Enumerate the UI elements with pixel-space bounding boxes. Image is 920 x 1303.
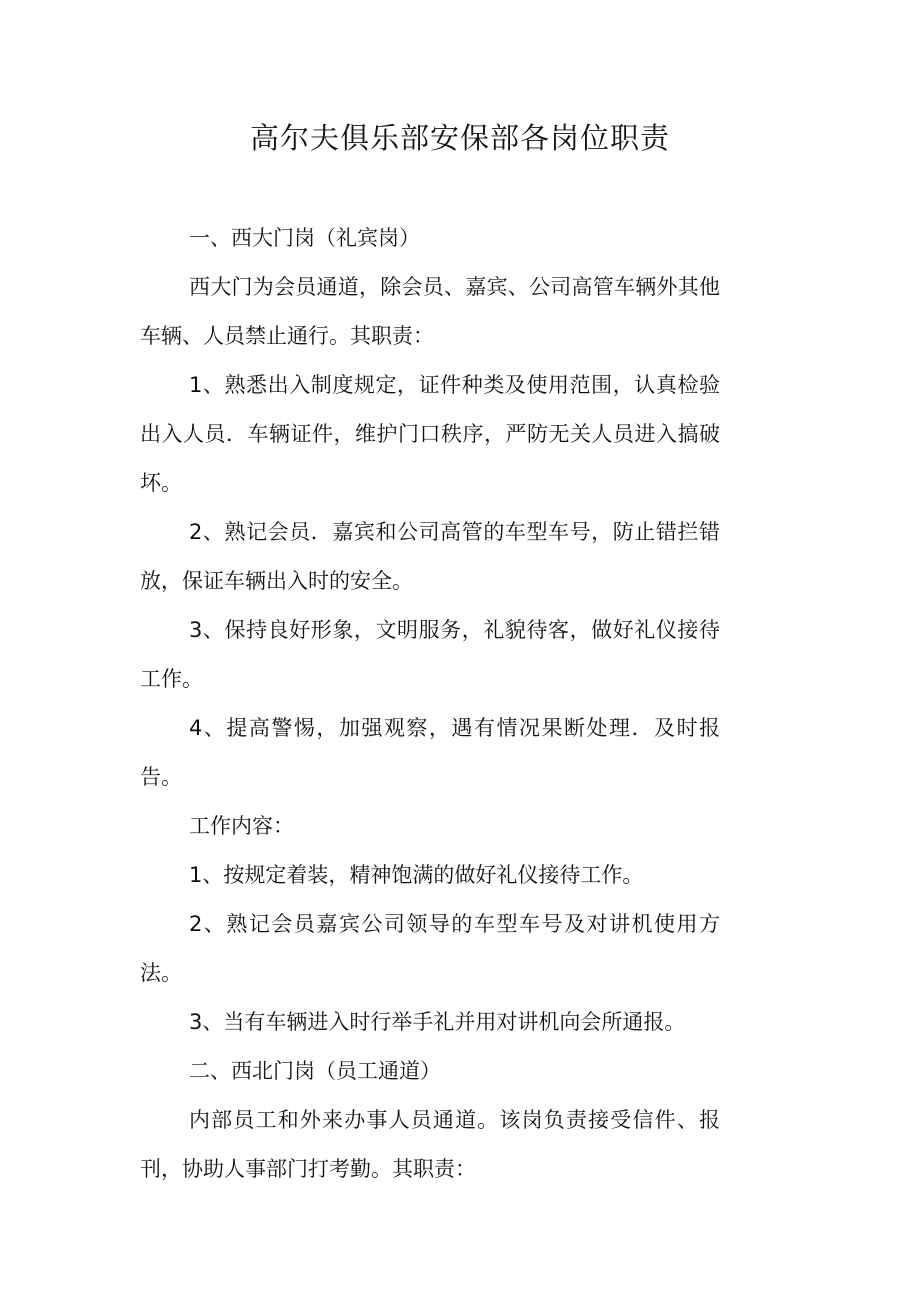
- duty-item-4: 4、提高警惕，加强观察，遇有情况果断处理．及时报告。: [140, 716, 720, 789]
- duty-item-2: 2、熟记会员．嘉宾和公司高管的车型车号，防止错拦错放，保证车辆出入时的安全。: [140, 520, 720, 593]
- work-content-heading: 工作内容：: [189, 814, 294, 838]
- work-item-1: 1、按规定着装，精神饱满的做好礼仪接待工作。: [189, 863, 644, 887]
- duty-item-1: 1、熟悉出入制度规定，证件种类及使用范围，认真检验出入人员．车辆证件，维护门口秩序，严防无关人员进入搞破坏。: [140, 373, 720, 495]
- section-heading-west-gate: 一、西大门岗（礼宾岗）: [189, 226, 420, 250]
- paragraph-west-gate-intro: 西大门为会员通道，除会员、嘉宾、公司高管车辆外其他车辆、人员禁止通行。其职责：: [140, 275, 720, 348]
- paragraph-northwest-gate-intro: 内部员工和外来办事人员通道。该岗负责接受信件、报刊，协助人事部门打考勤。其职责：: [140, 1108, 720, 1181]
- document-title: 高尔夫俱乐部安保部各岗位职责: [249, 121, 670, 155]
- work-item-2: 2、熟记会员嘉宾公司领导的车型车号及对讲机使用方法。: [140, 912, 720, 985]
- document-body: [140, 214, 720, 1194]
- duty-item-3: 3、保持良好形象，文明服务，礼貌待客，做好礼仪接待工作。: [140, 618, 720, 691]
- section-heading-northwest-gate: 二、西北门岗（员工通道）: [189, 1059, 441, 1083]
- work-item-3: 3、当有车辆进入时行举手礼并用对讲机向会所通报。: [189, 1010, 686, 1034]
